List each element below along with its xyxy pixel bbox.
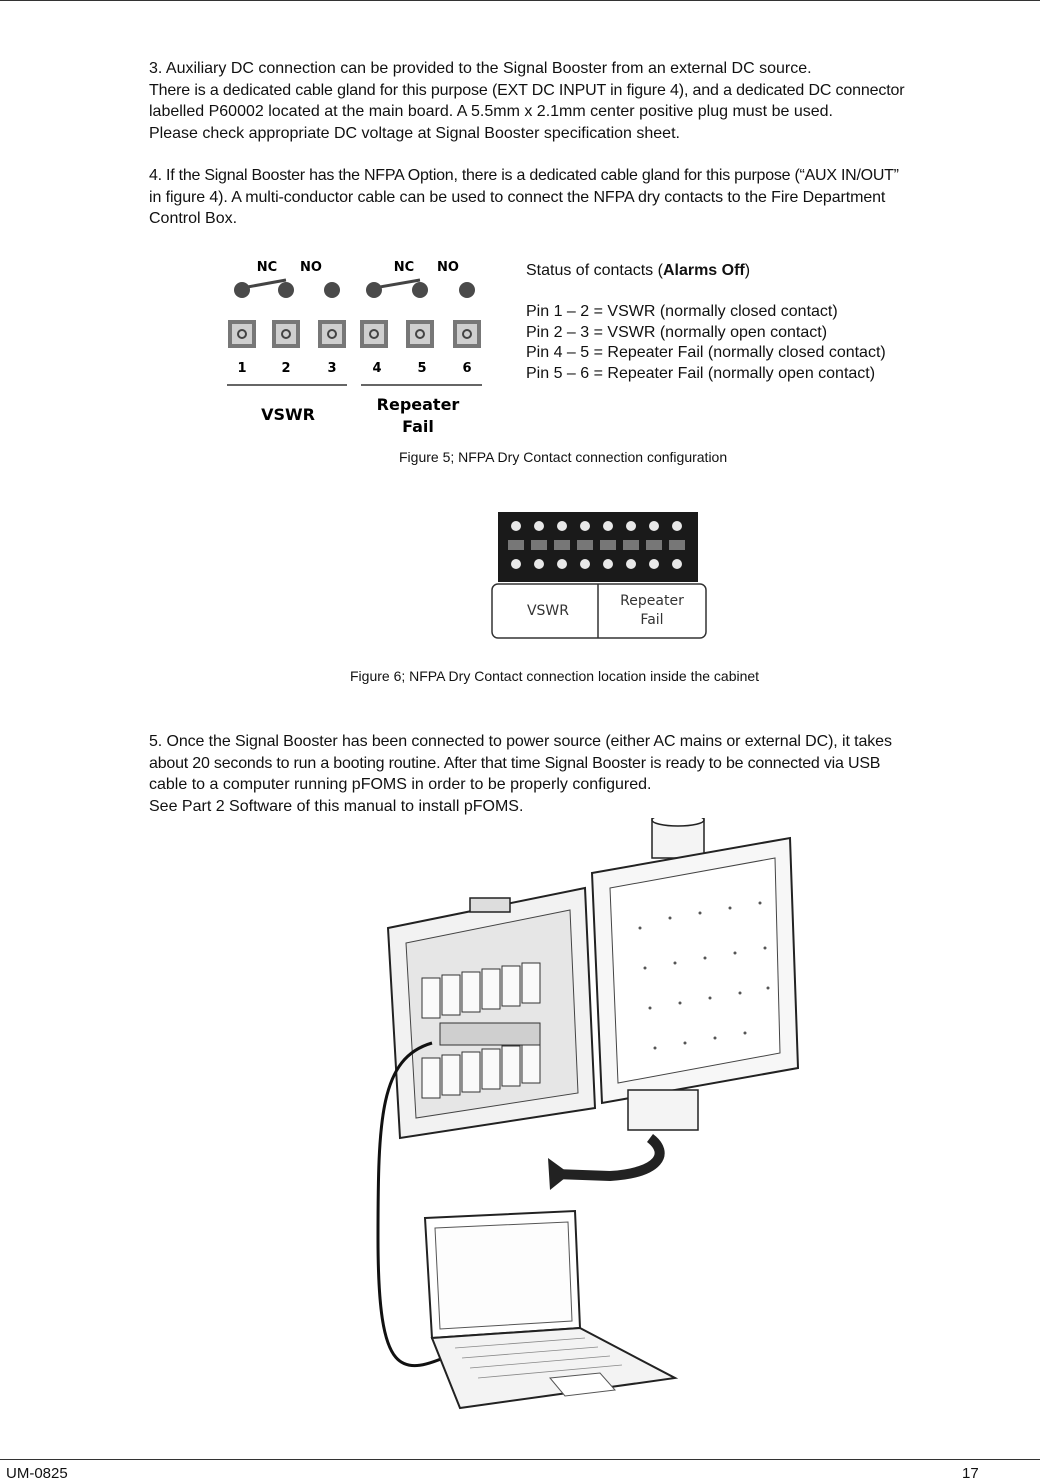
- paragraph-3-line: There is a dedicated cable gland for this purpose (EXT DC INPUT in figure 4), and a dedicated DC connector: [149, 81, 905, 99]
- contact-label-nc: NC: [393, 260, 415, 275]
- photo-label-fail: Fail: [640, 612, 664, 628]
- cabinet-laptop-illustration: [370, 818, 820, 1418]
- paragraph-3-line: labelled P60002 located at the main board. A 5.5mm x 2.1mm center positive plug must be used.: [149, 103, 833, 120]
- paragraph-5-line: about 20 seconds to run a booting routine. After that time Signal Booster is ready to be connected via USB: [149, 754, 881, 772]
- paragraph-4-line: 4. If the Signal Booster has the NFPA Option, there is a dedicated cable gland for this purpose (“AUX IN/OUT”: [149, 167, 899, 184]
- nfpa-contact-diagram: [220, 250, 490, 440]
- photo-label-repeater: Repeater: [620, 593, 684, 609]
- pin-description: Pin 4 – 5 = Repeater Fail (normally closed contact): [526, 344, 886, 361]
- status-bold: Alarms Off: [662, 262, 745, 279]
- contact-status-block: [526, 261, 886, 384]
- page-number: 17: [962, 1465, 979, 1482]
- paragraph-5-line: cable to a computer running pFOMS in order to be properly configured.: [149, 776, 652, 793]
- contact-label-no: NO: [437, 260, 459, 275]
- status-prefix: Status of contacts (: [526, 262, 663, 279]
- pin-description: Pin 1 – 2 = VSWR (normally closed contact): [526, 303, 838, 320]
- paragraph-5-line: 5. Once the Signal Booster has been connected to power source (either AC mains or external DC), it takes: [149, 733, 892, 750]
- paragraph-4-line: Control Box.: [149, 210, 238, 227]
- pin-number: 4: [372, 361, 382, 376]
- pin-number: 6: [462, 361, 472, 376]
- paragraph-4: [149, 165, 1039, 230]
- repeater-group-label: Repeater: [376, 395, 460, 414]
- terminal-blocks: [228, 320, 481, 348]
- contact-status-heading: [526, 261, 886, 282]
- terminal-block-photo: [488, 512, 710, 642]
- paragraph-5-line: See Part 2 Software of this manual to install pFOMS.: [149, 797, 524, 815]
- pin-description: Pin 5 – 6 = Repeater Fail (normally open contact): [526, 364, 876, 382]
- repeater-group-label: Fail: [402, 417, 434, 436]
- paragraph-3-line: 3. Auxiliary DC connection can be provided to the Signal Booster from an external DC source.: [149, 60, 812, 77]
- paragraph-3: [149, 58, 1039, 144]
- figure-6-caption: Figure 6; NFPA Dry Contact connection location inside the cabinet: [350, 668, 760, 684]
- footer-rule: [0, 1459, 1040, 1460]
- paragraph-5: [149, 731, 1039, 817]
- paragraph-3-line: Please check appropriate DC voltage at Signal Booster specification sheet.: [149, 124, 680, 142]
- pin-description: Pin 2 – 3 = VSWR (normally open contact): [526, 323, 828, 341]
- pin-number: 2: [281, 361, 291, 376]
- status-suffix: ): [744, 262, 751, 279]
- paragraph-4-line: in figure 4). A multi-conductor cable can be used to connect the NFPA dry contacts to the Fire Department: [149, 188, 886, 206]
- contact-label-nc: NC: [256, 260, 278, 275]
- contact-label-no: NO: [300, 260, 322, 275]
- figure-5-caption: Figure 5; NFPA Dry Contact connection configuration: [399, 449, 728, 465]
- pin-number: 5: [417, 361, 427, 376]
- pin-number: 3: [327, 361, 337, 376]
- document-id: UM-0825: [6, 1465, 68, 1482]
- photo-label-vswr: VSWR: [526, 603, 570, 619]
- header-rule: [0, 0, 1040, 1]
- vswr-group-label: VSWR: [261, 405, 315, 424]
- pin-number: 1: [237, 361, 247, 376]
